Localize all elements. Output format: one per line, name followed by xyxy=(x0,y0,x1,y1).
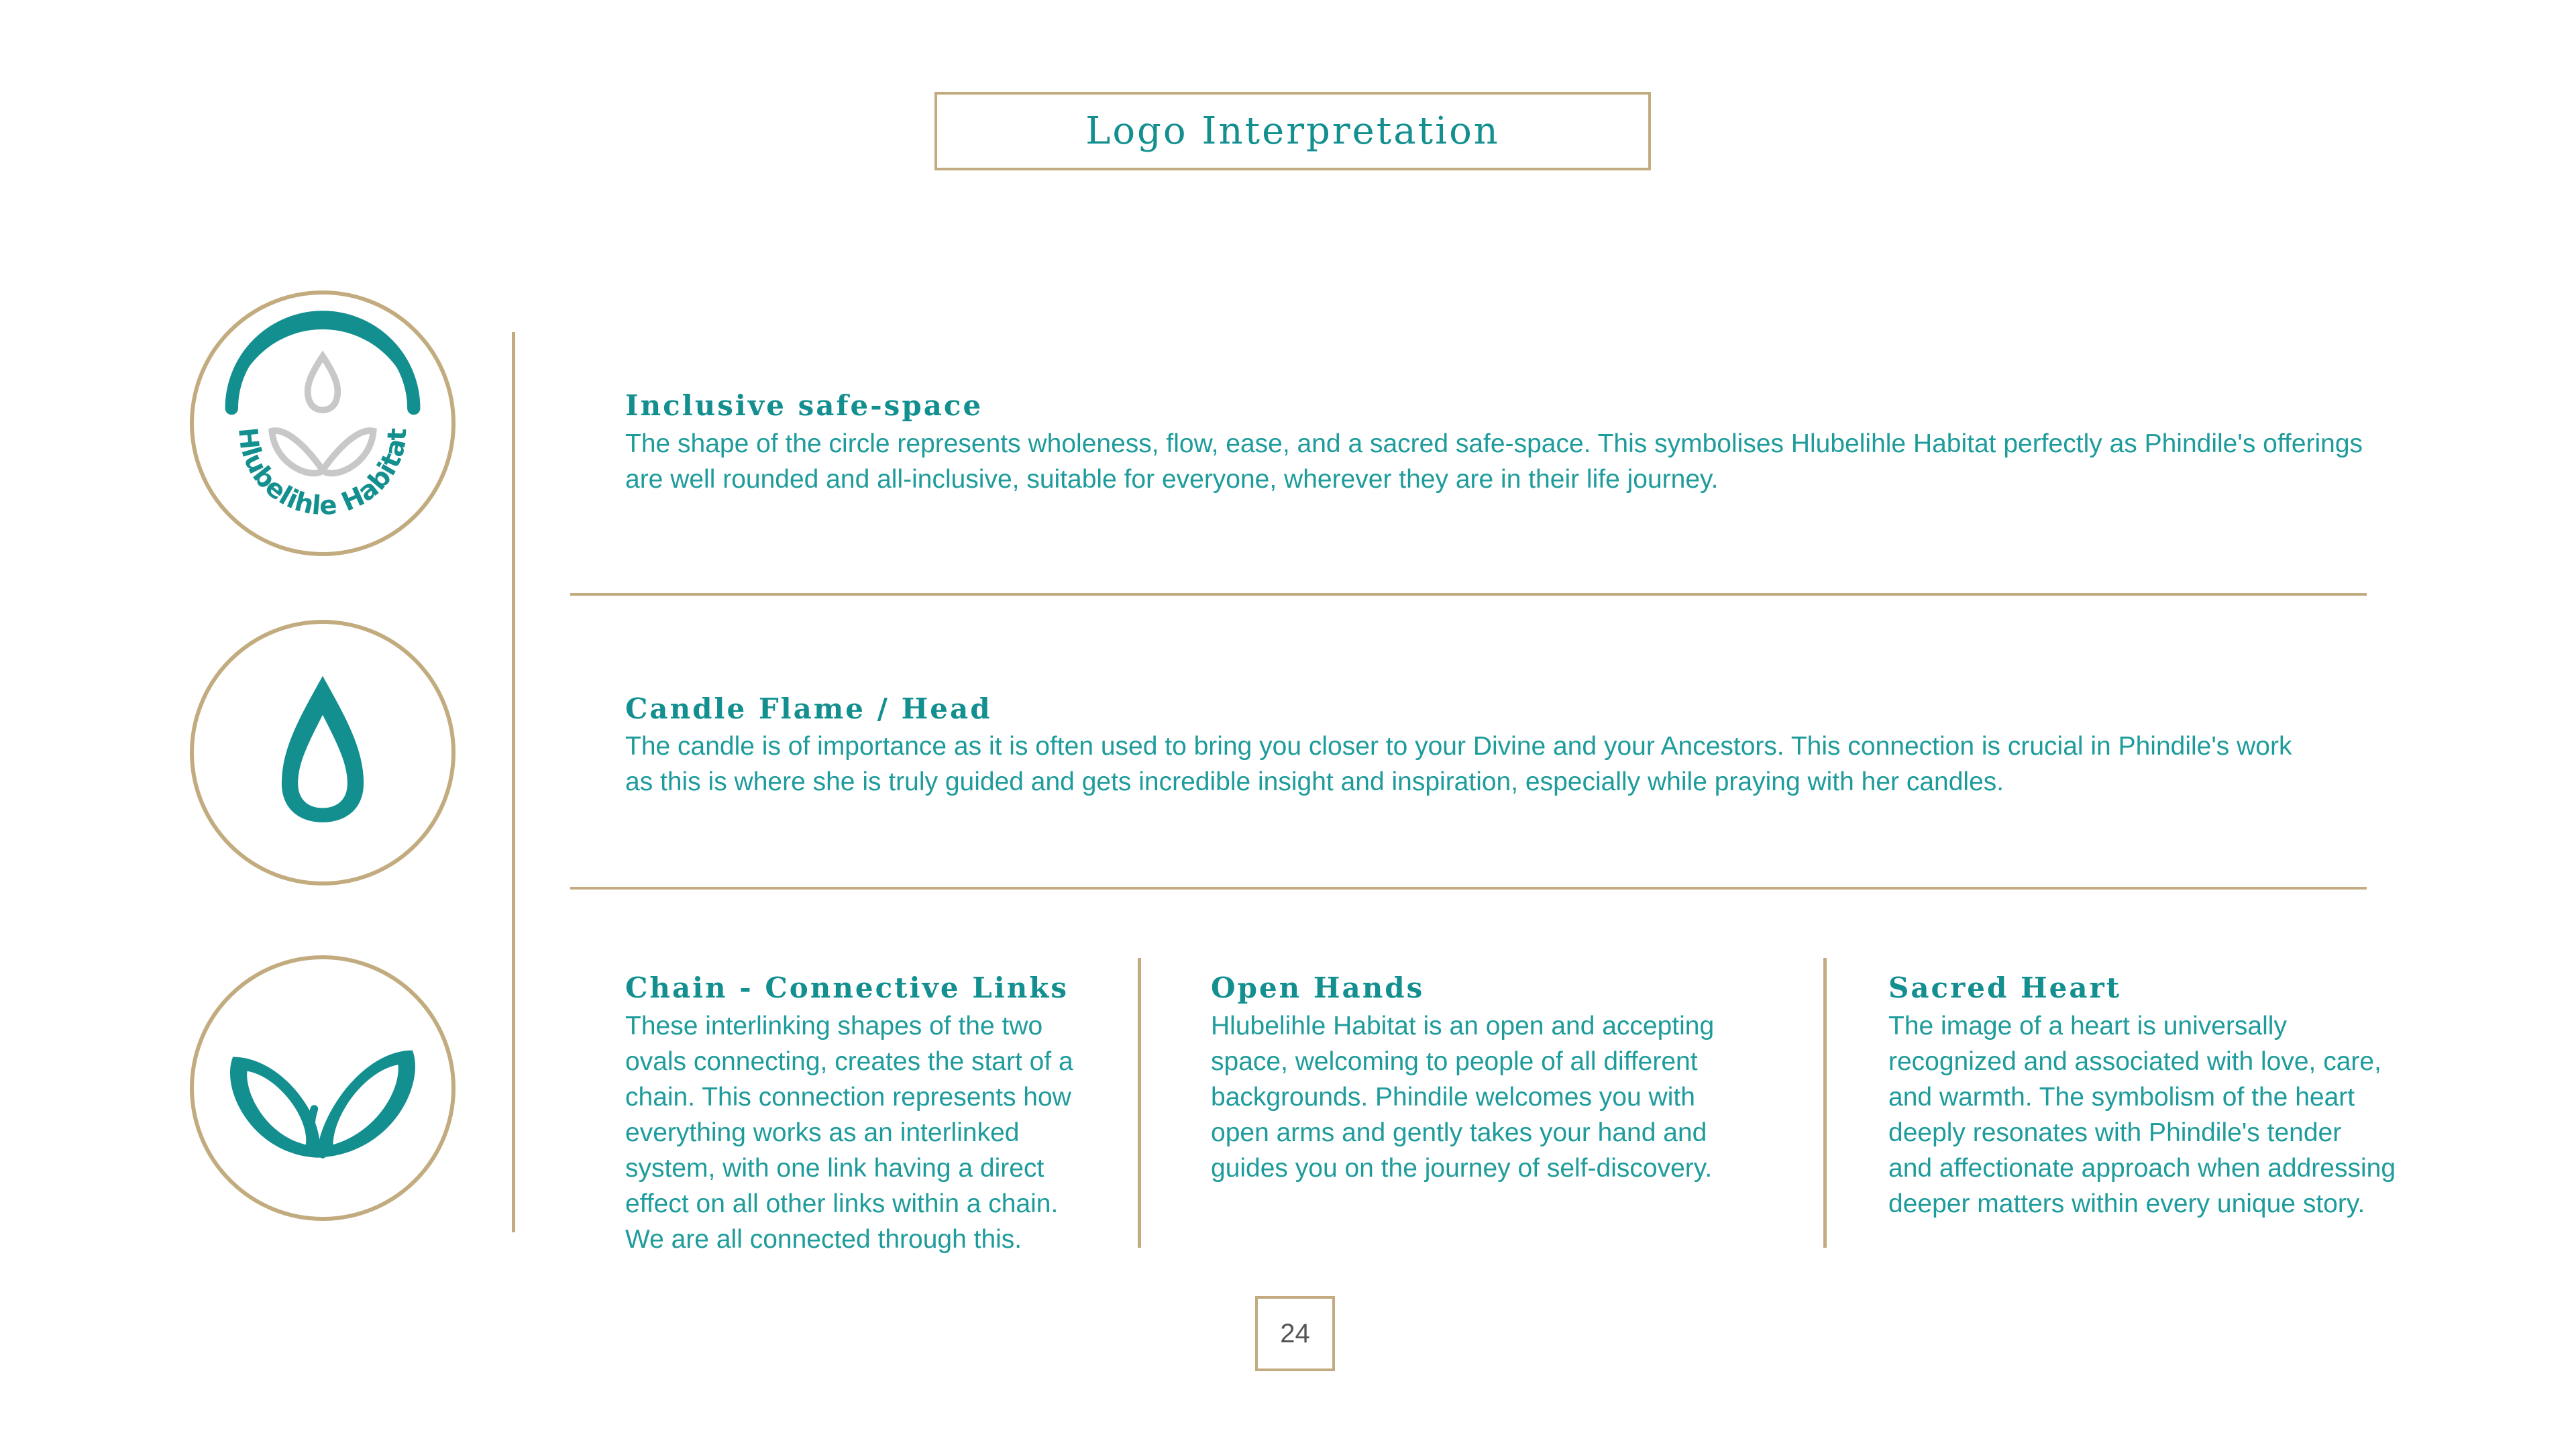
logo-wordmark: Hlubelihle Habitat xyxy=(231,426,413,522)
logo-column-divider xyxy=(512,332,515,1232)
hlubelihle-logo-icon xyxy=(194,294,451,552)
candle-text: The candle is of importance as it is often used to bring you closer to your Divine and your Ancestors. This connection is crucial in Phindile's work as this is where she is truly guided and gets incredible insight and inspiration, especially while praying with her candles. xyxy=(625,732,2292,796)
page-title-box xyxy=(934,92,1651,170)
section-divider-1 xyxy=(570,593,2367,596)
heart-text: The image of a heart is universally recognized and associated with love, care, and warmth. The symbolism of the heart deeply resonates with Phindile's tender and affectionate approach when addressing deeper matters within every unique story. xyxy=(1888,1012,2396,1218)
candle-heading: Candle Flame / Head xyxy=(625,692,992,725)
chain-hands-icon xyxy=(194,959,451,1217)
chain-circle xyxy=(190,955,455,1221)
safe-space-heading: Inclusive safe-space xyxy=(625,389,983,422)
page-title: Logo Interpretation xyxy=(1085,109,1500,153)
candle-flame-icon xyxy=(194,624,451,881)
flame-circle xyxy=(190,620,455,885)
chain-text: These interlinking shapes of the two ovals connecting, creates the start of a chain. This connection represents how everything works as an interlinked system, with one link having a direct effect on all other links within a chain. We are all connected through this. xyxy=(625,1012,1073,1254)
column-divider-1 xyxy=(1138,958,1141,1248)
page-number-box xyxy=(1255,1296,1335,1371)
hands-heading: Open Hands xyxy=(1211,971,1425,1004)
full-logo-circle xyxy=(190,290,455,556)
column-divider-2 xyxy=(1823,958,1827,1248)
safe-space-text: The shape of the circle represents wholeness, flow, ease, and a sacred safe-space. This symbolises Hlubelihle Habitat perfectly as Phindile's offerings are well rounded and all-inclusive, suitable for everyone, wherever they are in their life journey. xyxy=(625,429,2363,494)
page-number: 24 xyxy=(1280,1318,1310,1348)
hands-text: Hlubelihle Habitat is an open and accepting space, welcoming to people of all different backgrounds. Phindile welcomes you with open arms and gently takes your hand and guides you on the journey of self-discovery. xyxy=(1211,1012,1715,1183)
section-divider-2 xyxy=(570,887,2367,890)
chain-heading: Chain - Connective Links xyxy=(625,971,1069,1004)
heart-heading: Sacred Heart xyxy=(1888,971,2122,1004)
